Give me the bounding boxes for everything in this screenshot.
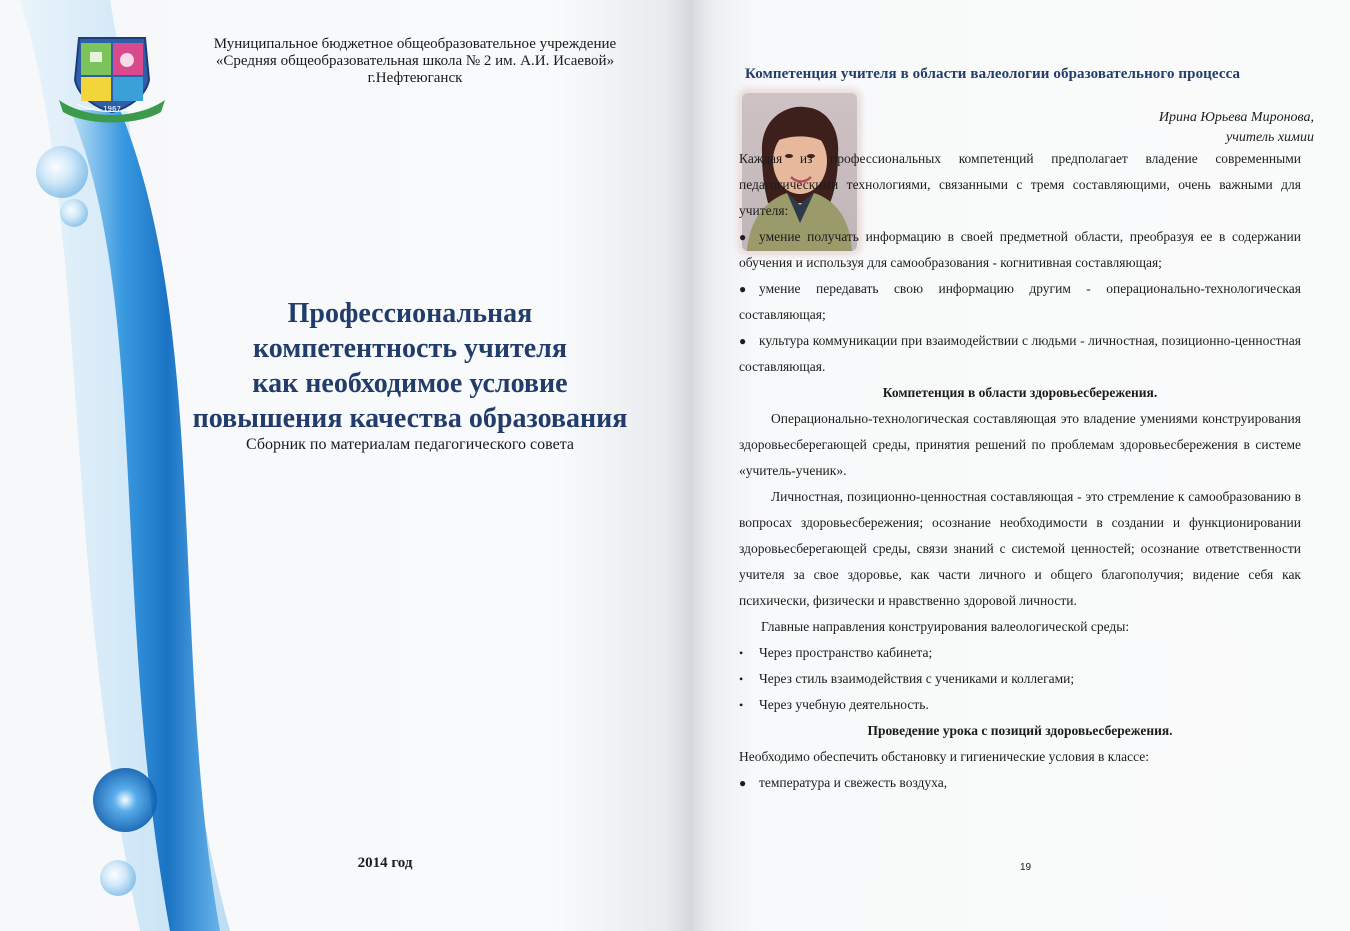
title-line-4: повышения качества образования bbox=[192, 403, 628, 434]
school-city: г.Нефтеюганск bbox=[367, 70, 463, 86]
author-block bbox=[1159, 108, 1314, 148]
school-info bbox=[170, 36, 660, 87]
list-item-2: • Через стиль взаимодействия с учениками и коллегами; bbox=[739, 666, 1301, 692]
article-page bbox=[693, 0, 1350, 931]
paragraph-2: Личностная, позиционно-ценностная составляющая - это стремление к самообразованию в вопросах здоровьесбережения; осознание необходимости в создании и функционировании здоровьесберегающей среды, связи знаний с системой ценностей; осознание ответственности учителя за свое здоровье, как части личного и общего благополучия; видение себя как психически, физически и нравственно здоровой личности. bbox=[739, 489, 1301, 608]
bullet-icon: ● bbox=[739, 334, 747, 348]
title-line-2: компетентность учителя bbox=[252, 333, 567, 364]
article-title: Компетенция учителя в области валеологии образовательного процесса bbox=[745, 66, 1241, 82]
bullet-item-2 bbox=[739, 276, 1301, 328]
intro-paragraph: Каждая из профессиональных компетенций предполагает владение современными педагогическими технологиями, связанными с тремя составляющими, очень важными для учителя: bbox=[739, 151, 1301, 218]
bullet-icon: ● bbox=[739, 776, 747, 790]
decorative-blue-band bbox=[0, 0, 260, 931]
collection-subtitle: Сборник по материалам педагогического совета bbox=[246, 436, 574, 453]
bullet-icon: • bbox=[739, 646, 744, 660]
title-line-1: Профессиональная bbox=[287, 298, 533, 329]
article-body bbox=[739, 146, 1301, 796]
bullet-item-3 bbox=[739, 328, 1301, 380]
bullet-icon: ● bbox=[739, 230, 747, 244]
bullet-text-2: умение передавать свою информацию другим - операционально-технологическая составляющая; bbox=[739, 281, 1301, 322]
school-name: «Средняя общеобразовательная школа № 2 им. А.И. Исаевой» bbox=[215, 53, 615, 69]
paragraph-1: Операционально-технологическая составляющая это владение умениями конструирования здоровьесберегающей среды, принятия решений по проблемам здоровьесбережения в системе «учитель-ученик». bbox=[739, 411, 1301, 478]
list-item-1: • Через пространство кабинета; bbox=[739, 640, 1301, 666]
author-role: учитель химии bbox=[1226, 130, 1314, 145]
bullet-icon: ● bbox=[739, 282, 747, 296]
logo-year: 1967 bbox=[103, 105, 121, 113]
school-emblem-icon bbox=[57, 30, 167, 125]
bullet-item-1 bbox=[739, 224, 1301, 276]
author-name: Ирина Юрьева Миронова, bbox=[1158, 110, 1314, 125]
bullet-icon: • bbox=[739, 672, 744, 686]
collection-title bbox=[120, 296, 693, 436]
paragraph-3: Главные направления конструирования валеологической среды: bbox=[761, 619, 1130, 634]
list-item-4: ● температура и свежесть воздуха, bbox=[739, 770, 1301, 796]
section-heading-1: Компетенция в области здоровьесбережения. bbox=[882, 385, 1158, 400]
publication-year: 2014 год bbox=[357, 855, 413, 871]
section-heading-2: Проведение урока с позиций здоровьесбережения. bbox=[867, 723, 1173, 738]
page-number: 19 bbox=[1020, 862, 1032, 873]
bullet-text-3: культура коммуникации при взаимодействии с людьми - личностная, позиционно-ценностная составляющая. bbox=[739, 333, 1301, 374]
bullet-icon: • bbox=[739, 698, 744, 712]
paragraph-4: Необходимо обеспечить обстановку и гигиенические условия в классе: bbox=[739, 749, 1149, 764]
list-item-3: • Через учебную деятельность. bbox=[739, 692, 1301, 718]
title-line-3: как необходимое условие bbox=[252, 368, 568, 399]
bullet-text-1: умение получать информацию в своей предметной области, преобразуя ее в содержании обучения и используя для самообразования - когнитивная составляющая; bbox=[739, 229, 1301, 270]
school-type: Муниципальное бюджетное общеобразовательное учреждение bbox=[213, 36, 617, 52]
